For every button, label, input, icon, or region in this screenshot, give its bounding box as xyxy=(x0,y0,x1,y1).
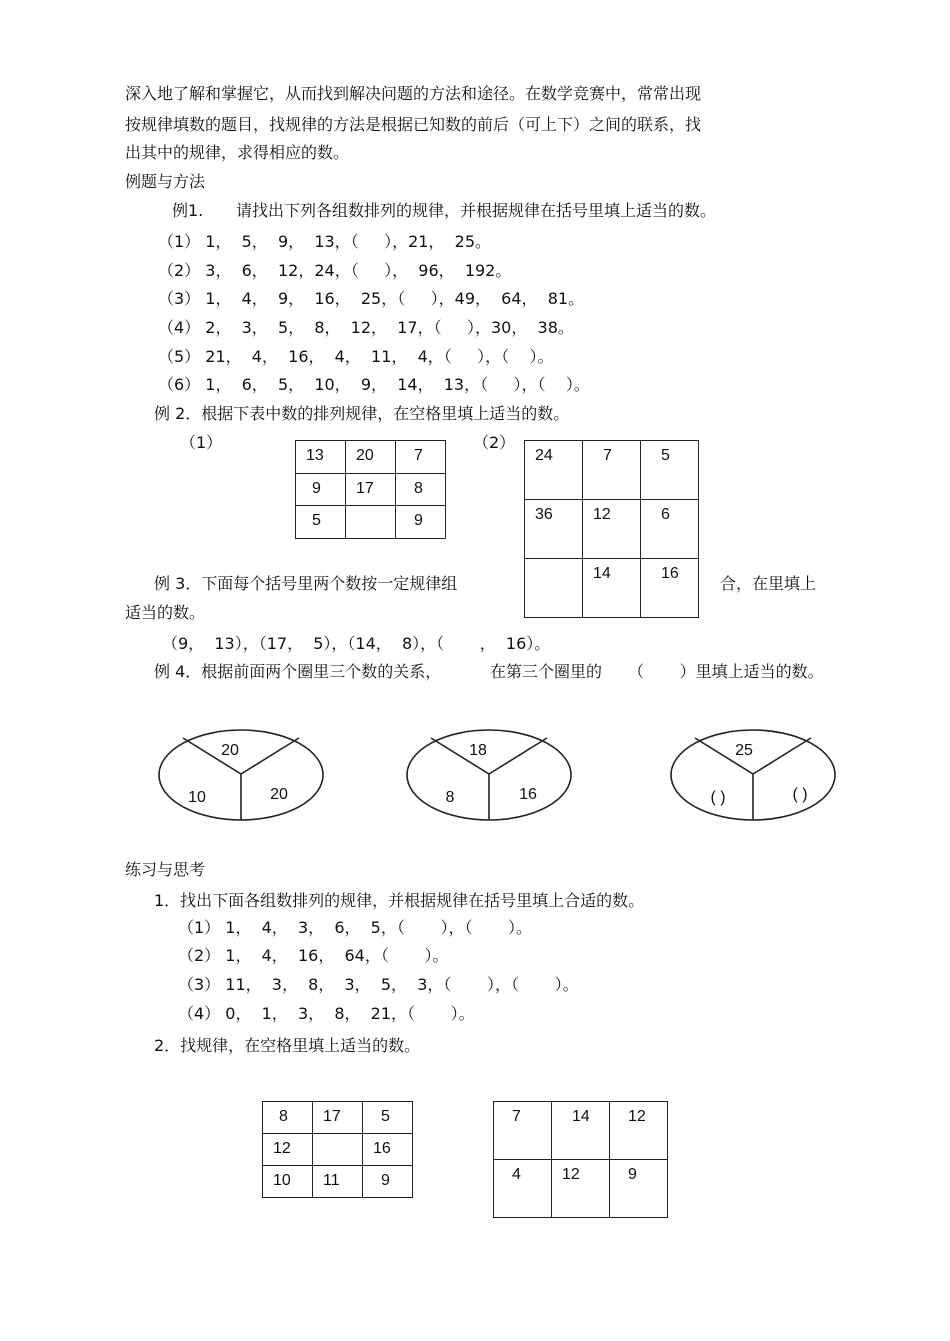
example-1-item: （3） 1， 4， 9， 16， 25，（ ），49， 64， 81。 xyxy=(158,289,585,308)
table-cell: 5 xyxy=(296,506,346,539)
practice-1-item: （3） 11， 3， 8， 3， 5， 3，（ ），（ ）。 xyxy=(178,975,579,994)
intro-line-2: 按规律填数的题目，找规律的方法是根据已知数的前后（可上下）之间的联系，找 xyxy=(125,115,702,134)
table-cell: 9 xyxy=(610,1160,668,1218)
circle-left-blank: ( ) xyxy=(710,789,726,806)
table-cell: 7 xyxy=(583,441,641,500)
practice-1-item: （4） 0， 1， 3， 8， 21，（ ）。 xyxy=(178,1004,475,1023)
table-cell: 16 xyxy=(641,559,699,618)
table-cell: 20 xyxy=(346,441,396,474)
empty-cell xyxy=(346,506,396,539)
intro-line-1: 深入地了解和掌握它，从而找到解决问题的方法和途径。在数学竞赛中，常常出现 xyxy=(125,84,702,103)
table-cell: 6 xyxy=(641,500,699,559)
circle-diagram-3 xyxy=(671,730,835,820)
table-cell: 12 xyxy=(552,1160,610,1218)
example-1-item: （1） 1， 5， 9， 13，（ ），21， 25。 xyxy=(158,232,492,251)
table-cell: 7 xyxy=(494,1102,552,1160)
example-3-instruction-b: 合，在里填上 xyxy=(720,574,817,593)
table-cell: 4 xyxy=(494,1160,552,1218)
practice-2-table-2 xyxy=(493,1101,668,1218)
table-cell: 12 xyxy=(583,500,641,559)
example-4-circles xyxy=(0,720,950,840)
table-cell: 10 xyxy=(263,1166,313,1198)
circle-top-number: 18 xyxy=(469,742,487,759)
table-cell: 8 xyxy=(396,474,446,506)
circle-top-number: 20 xyxy=(221,742,239,759)
example-3-instruction-c: 适当的数。 xyxy=(125,603,206,622)
example-2-label-2: （2） xyxy=(473,433,516,452)
table-cell: 17 xyxy=(313,1102,363,1134)
intro-line-3: 出其中的规律，求得相应的数。 xyxy=(125,143,350,162)
table-cell: 9 xyxy=(296,474,346,506)
table-cell: 12 xyxy=(610,1102,668,1160)
table-cell: 13 xyxy=(296,441,346,474)
example-4-instruction-b: 在第三个圈里的 xyxy=(490,662,603,681)
empty-cell xyxy=(313,1134,363,1166)
circle-right-blank: ( ) xyxy=(792,786,808,803)
practice-1-item: （1） 1， 4， 3， 6， 5，（ ），（ ）。 xyxy=(178,918,533,937)
table-cell: 8 xyxy=(263,1102,313,1134)
example-2-instruction: 例 2．根据下表中数的排列规律，在空格里填上适当的数。 xyxy=(154,404,570,423)
table-cell: 12 xyxy=(263,1134,313,1166)
example-2-table-2 xyxy=(524,440,699,618)
table-cell: 17 xyxy=(346,474,396,506)
example-2-label-1: （1） xyxy=(180,433,223,452)
empty-cell xyxy=(525,559,583,618)
example-1-item: （5） 21， 4， 16， 4， 11， 4，（ ），（ ）。 xyxy=(158,347,554,366)
table-cell: 7 xyxy=(396,441,446,474)
example-1-item: （2） 3， 6， 12，24，（ ）， 96， 192。 xyxy=(158,261,512,280)
circle-top-number: 25 xyxy=(735,742,753,759)
table-cell: 9 xyxy=(396,506,446,539)
table-cell: 5 xyxy=(641,441,699,500)
table-cell: 11 xyxy=(313,1166,363,1198)
example-3-pairs: （9， 13），（17， 5），（14， 8），（ ， 16）。 xyxy=(162,634,551,653)
practice-2-instruction: 2．找规律，在空格里填上适当的数。 xyxy=(154,1036,421,1055)
example-1-instruction: 请找出下列各组数排列的规律，并根据规律在括号里填上适当的数。 xyxy=(236,201,717,220)
table-cell: 9 xyxy=(363,1166,413,1198)
example-1-item: （6） 1， 6， 5， 10， 9， 14， 13，（ ），（ ）。 xyxy=(158,375,590,394)
table-cell: 14 xyxy=(583,559,641,618)
circle-left-number: 8 xyxy=(445,789,455,806)
circle-right-number: 20 xyxy=(270,786,288,803)
example-2-table-1 xyxy=(295,440,446,539)
example-4-instruction-a: 例 4．根据前面两个圈里三个数的关系， xyxy=(154,662,442,681)
example-1-item: （4） 2， 3， 5， 8， 12， 17，（ ），30， 38。 xyxy=(158,318,574,337)
practice-1-item: （2） 1， 4， 16， 64，（ ）。 xyxy=(178,946,449,965)
section-title-examples: 例题与方法 xyxy=(125,172,206,191)
example-3-instruction-a: 例 3．下面每个括号里两个数按一定规律组 xyxy=(154,574,458,593)
table-cell: 24 xyxy=(525,441,583,500)
circle-diagram-2 xyxy=(407,730,571,820)
section-title-practice: 练习与思考 xyxy=(125,860,206,879)
table-cell: 16 xyxy=(363,1134,413,1166)
circle-left-number: 10 xyxy=(188,789,206,806)
practice-1-instruction: 1．找出下面各组数排列的规律，并根据规律在括号里填上合适的数。 xyxy=(154,891,645,910)
example-1-label: 例1. xyxy=(172,201,204,220)
practice-2-table-1 xyxy=(262,1101,413,1198)
table-cell: 14 xyxy=(552,1102,610,1160)
table-cell: 36 xyxy=(525,500,583,559)
example-4-instruction-c: （ ）里填上适当的数。 xyxy=(628,662,824,681)
circle-diagram-1 xyxy=(159,730,323,820)
table-cell: 5 xyxy=(363,1102,413,1134)
circle-right-number: 16 xyxy=(519,786,537,803)
